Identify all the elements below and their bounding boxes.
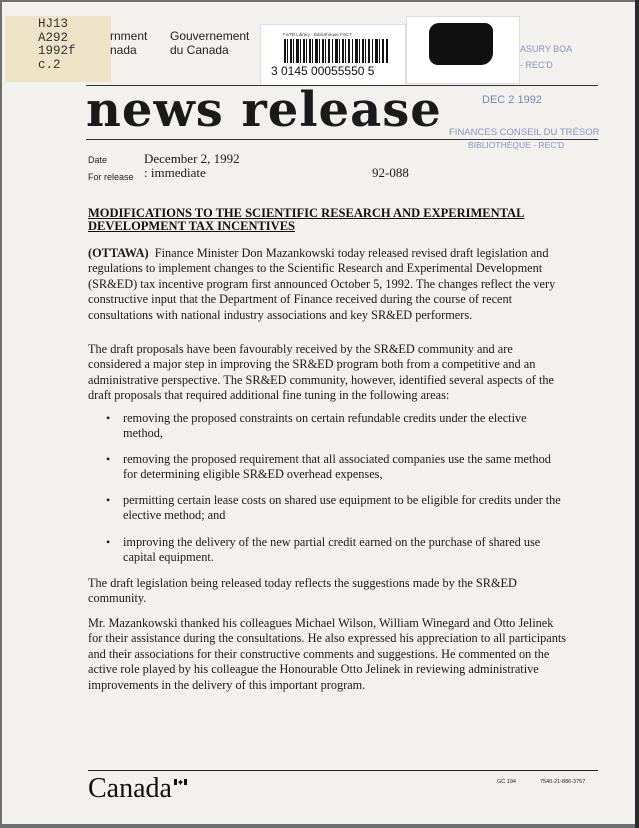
- bullet-icon: •: [106, 493, 111, 507]
- bullet-icon: •: [106, 411, 111, 425]
- dateline: (OTTAWA): [88, 246, 149, 260]
- redaction-mark: [429, 23, 493, 65]
- scan-edge: [635, 0, 639, 828]
- paragraph-1-text: Finance Minister Don Mazankowski today released revised draft legislation and regulations to implement changes to the Scientific Research and Experimental Development (SR&ED) tax incentive program first announced October 5, 1992. The changes reflect the very constructive input that the Department of Finance received during the course of recent consultations with national industry associations and key SR&ED performers.: [88, 246, 556, 322]
- release-title: MODIFICATIONS TO THE SCIENTIFIC RESEARCH AND EXPERIMENTAL DEVELOPMENT TAX INCENTIVES: [88, 206, 525, 233]
- bullet-item: removing the proposed constraints on certain refundable credits under the elective method,: [123, 411, 527, 441]
- canada-flag-icon: [174, 779, 187, 785]
- catalog-line: 1992f: [38, 44, 76, 58]
- canada-wordmark: Canada: [88, 773, 172, 804]
- catalog-line: c.2: [38, 57, 61, 72]
- news-release-title: news release: [86, 82, 442, 138]
- stamp-line: FINANCES CONSEIL DU TRÉSOR: [449, 127, 600, 138]
- stamp-line: BIBLIOTHÈQUE - REC'D: [468, 140, 565, 150]
- government-fr: [170, 29, 249, 57]
- paragraph-3: The draft legislation being released today reflects the suggestions made by the SR&ED community.: [88, 576, 517, 606]
- bullet-icon: •: [106, 452, 111, 466]
- bullet-item: improving the delivery of the new partial credit earned on the purchase of shared use capital equipment.: [123, 535, 541, 565]
- library-barcode: [260, 24, 406, 86]
- document-page: [2, 2, 635, 824]
- stamp-fragment: ASURY BOA: [520, 44, 573, 54]
- redaction-box: [406, 16, 520, 84]
- date-value: December 2, 1992: [144, 151, 240, 166]
- catalog-line: HJ13: [38, 17, 69, 31]
- government-fr-line: du Canada: [170, 43, 229, 57]
- government-en-line: rnment: [110, 29, 148, 43]
- bullet-icon: •: [106, 535, 111, 549]
- paragraph-1: [88, 246, 568, 323]
- stamp-fragment: - REC'D: [520, 60, 553, 70]
- barcode-bars-icon: [284, 39, 389, 63]
- release-value: : immediate: [144, 165, 206, 180]
- release-number: 92-088: [372, 165, 409, 180]
- stamp-date: DEC 2 1992: [482, 94, 542, 106]
- stock-number: 7540-21-886-3757: [540, 779, 586, 785]
- footer-rule: [88, 770, 598, 771]
- catalog-line: A292: [38, 30, 69, 45]
- barcode-number: 3 0145 00055550 5: [271, 64, 375, 78]
- paragraph-2: The draft proposals have been favourably received by the SR&ED community and are considered a major step in improving the SR&ED program both from a competitive and an administrative perspective. The SR&ED community, however, identified several aspects of the draft proposals that required additional fine tuning in the following areas:: [88, 342, 554, 403]
- government-en: [110, 29, 147, 57]
- header-bottom-rule: [86, 139, 598, 140]
- barcode-library-text: FinTB Library - Bibliothèque FinCT: [283, 32, 353, 37]
- government-en-line: nada: [110, 43, 137, 57]
- bullet-item: removing the proposed requirement that all associated companies use the same method for determining eligible SR&ED overhead expenses,: [123, 452, 551, 482]
- paragraph-4: Mr. Mazankowski thanked his colleagues Michael Wilson, William Winegard and Otto Jelinek for their assistance during the consultations. He also expressed his appreciation to all participants and their associations for their constructive comments and suggestions. He commented on the active role played by his colleague the Honourable Otto Jelinek in reviewing administrative improvements in the delivery of this important program.: [88, 616, 567, 692]
- bullet-item: permitting certain lease costs on shared use equipment to be eligible for credits under the elective method; and: [123, 493, 561, 523]
- release-label: For release: [88, 172, 134, 182]
- date-label: Date: [88, 155, 108, 165]
- government-fr-line: Gouvernement: [170, 29, 250, 43]
- form-code: GC 194: [497, 779, 516, 785]
- catalog-label: [5, 16, 111, 82]
